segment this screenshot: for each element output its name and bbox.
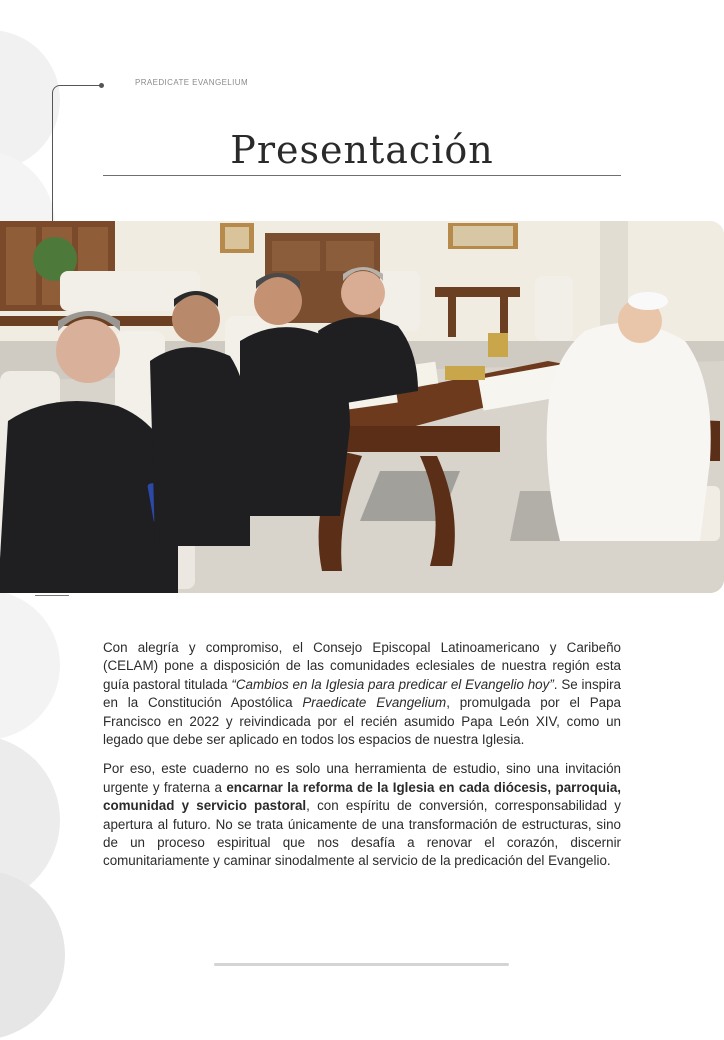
page-title: Presentación <box>230 128 494 172</box>
decorative-circle <box>0 870 65 1040</box>
paragraph-invitation <box>103 760 621 870</box>
paragraph-text: Con alegría y compromiso, el Consejo Episcopal Latinoamericano y Caribeño (CELAM) pone a disposición de las comunidades eclesiales de nuestra región esta guía pastoral titulada <box>103 640 621 692</box>
decorative-circle <box>0 590 60 740</box>
paragraph-text: Por eso, este cuaderno no es solo una herramienta de estudio, sino una invitación urgente y fraterna a <box>103 761 621 795</box>
header-bracket-dot <box>99 83 104 88</box>
body-text <box>103 639 621 882</box>
guide-title: “Cambios en la Iglesia para predicar el Evangelio hoy” <box>231 676 554 692</box>
paragraph-text: , con espíritu de conversión, corresponsabilidad y apertura al futuro. No se trata únicamente de una transformación de estructuras, sino de un proceso espiritual que nos desafía a renovar el corazón, discernir comunitariamente y caminar sinodalmente al servicio de la predicación del Evangelio. <box>103 798 621 869</box>
footer-bar <box>214 963 509 966</box>
paragraph-text: . Se inspira en la Constitución Apostólica <box>103 676 621 711</box>
paragraph-intro <box>103 639 621 749</box>
photo-caption-tick <box>35 595 69 596</box>
meeting-photo <box>0 221 724 593</box>
constitution-title: Praedicate Evangelium <box>302 695 447 711</box>
title-rule <box>103 175 621 176</box>
running-head: PRAEDICATE EVANGELIUM <box>135 78 249 87</box>
emphasis-text: encarnar la reforma de la Iglesia en cada diócesis, parroquia, comunidad y servicio pastoral <box>103 779 621 814</box>
paragraph-text: , promulgada por el Papa Francisco en 2022 y reivindicada por el recién asumido Papa León XIV, como un legado que debe ser aplicado en todos los espacios de nuestra Iglesia. <box>103 695 621 748</box>
